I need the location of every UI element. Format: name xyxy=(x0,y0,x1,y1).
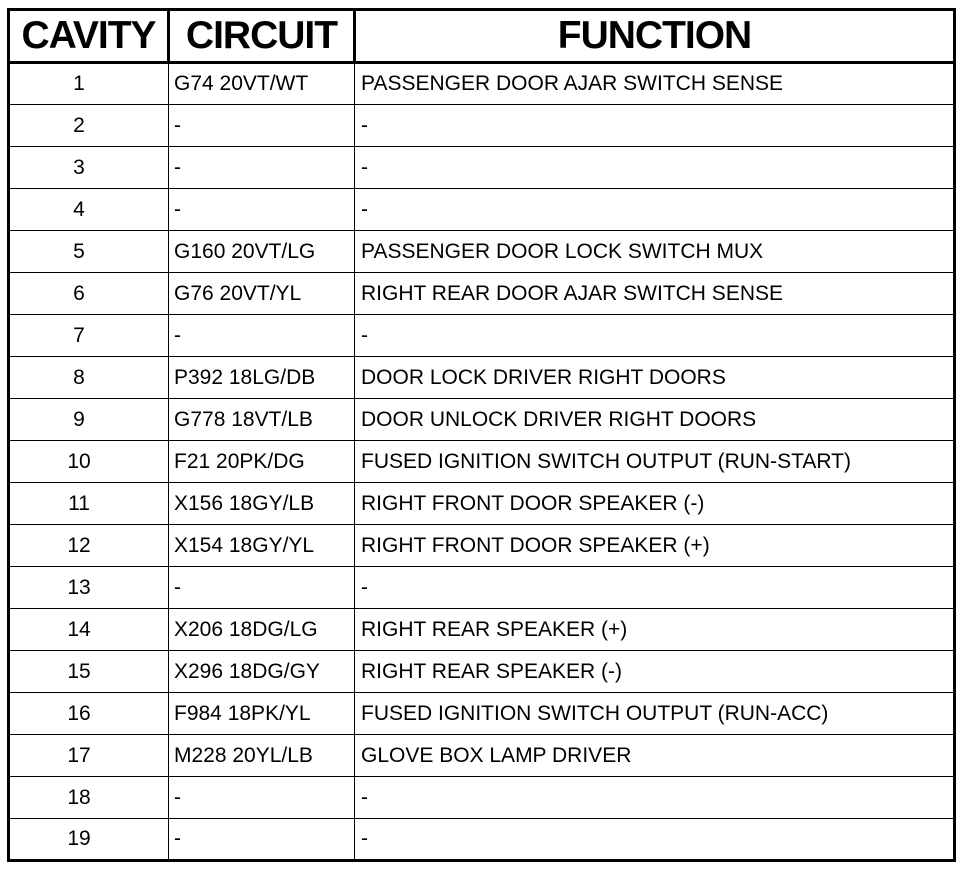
circuit-cell: - xyxy=(169,105,355,147)
header-row xyxy=(9,10,955,63)
circuit-cell: P392 18LG/DB xyxy=(169,357,355,399)
cavity-cell: 16 xyxy=(9,693,169,735)
table-row xyxy=(9,189,955,231)
cavity-cell: 17 xyxy=(9,735,169,777)
header-cavity: CAVITY xyxy=(9,10,169,63)
cavity-cell: 18 xyxy=(9,777,169,819)
function-cell: RIGHT FRONT DOOR SPEAKER (+) xyxy=(355,525,955,567)
function-cell: GLOVE BOX LAMP DRIVER xyxy=(355,735,955,777)
cavity-cell: 13 xyxy=(9,567,169,609)
cavity-cell: 3 xyxy=(9,147,169,189)
function-cell: - xyxy=(355,819,955,861)
function-cell: - xyxy=(355,777,955,819)
table-row xyxy=(9,63,955,105)
table-row xyxy=(9,273,955,315)
function-cell: - xyxy=(355,105,955,147)
cavity-cell: 5 xyxy=(9,231,169,273)
function-cell: RIGHT REAR SPEAKER (+) xyxy=(355,609,955,651)
cavity-cell: 7 xyxy=(9,315,169,357)
function-cell: RIGHT FRONT DOOR SPEAKER (-) xyxy=(355,483,955,525)
table-row xyxy=(9,315,955,357)
circuit-cell: - xyxy=(169,147,355,189)
cavity-cell: 11 xyxy=(9,483,169,525)
circuit-cell: - xyxy=(169,777,355,819)
cavity-cell: 9 xyxy=(9,399,169,441)
circuit-cell: M228 20YL/LB xyxy=(169,735,355,777)
table-row xyxy=(9,609,955,651)
function-cell: - xyxy=(355,189,955,231)
connector-pinout-table xyxy=(7,8,956,862)
circuit-cell: G76 20VT/YL xyxy=(169,273,355,315)
cavity-cell: 4 xyxy=(9,189,169,231)
table-row xyxy=(9,525,955,567)
circuit-cell: X154 18GY/YL xyxy=(169,525,355,567)
circuit-cell: G74 20VT/WT xyxy=(169,63,355,105)
table-row xyxy=(9,567,955,609)
function-cell: FUSED IGNITION SWITCH OUTPUT (RUN-START) xyxy=(355,441,955,483)
table-row xyxy=(9,735,955,777)
table-row xyxy=(9,693,955,735)
table-body xyxy=(9,63,955,861)
circuit-cell: - xyxy=(169,819,355,861)
circuit-cell: - xyxy=(169,315,355,357)
cavity-cell: 10 xyxy=(9,441,169,483)
cavity-cell: 14 xyxy=(9,609,169,651)
table-row xyxy=(9,105,955,147)
cavity-cell: 19 xyxy=(9,819,169,861)
function-cell: PASSENGER DOOR LOCK SWITCH MUX xyxy=(355,231,955,273)
table-row xyxy=(9,483,955,525)
function-cell: - xyxy=(355,567,955,609)
table-row xyxy=(9,147,955,189)
circuit-cell: F21 20PK/DG xyxy=(169,441,355,483)
function-cell: DOOR UNLOCK DRIVER RIGHT DOORS xyxy=(355,399,955,441)
table-row xyxy=(9,231,955,273)
function-cell: - xyxy=(355,147,955,189)
table-row xyxy=(9,357,955,399)
circuit-cell: G160 20VT/LG xyxy=(169,231,355,273)
table-row xyxy=(9,819,955,861)
header-circuit: CIRCUIT xyxy=(169,10,355,63)
table-row xyxy=(9,399,955,441)
circuit-cell: - xyxy=(169,189,355,231)
function-cell: RIGHT REAR SPEAKER (-) xyxy=(355,651,955,693)
cavity-cell: 2 xyxy=(9,105,169,147)
circuit-cell: X296 18DG/GY xyxy=(169,651,355,693)
table-row xyxy=(9,651,955,693)
circuit-cell: X156 18GY/LB xyxy=(169,483,355,525)
table-row xyxy=(9,777,955,819)
function-cell: - xyxy=(355,315,955,357)
cavity-cell: 6 xyxy=(9,273,169,315)
cavity-cell: 12 xyxy=(9,525,169,567)
cavity-cell: 8 xyxy=(9,357,169,399)
function-cell: PASSENGER DOOR AJAR SWITCH SENSE xyxy=(355,63,955,105)
cavity-cell: 15 xyxy=(9,651,169,693)
function-cell: FUSED IGNITION SWITCH OUTPUT (RUN-ACC) xyxy=(355,693,955,735)
header-function: FUNCTION xyxy=(355,10,955,63)
circuit-cell: - xyxy=(169,567,355,609)
circuit-cell: F984 18PK/YL xyxy=(169,693,355,735)
cavity-cell: 1 xyxy=(9,63,169,105)
circuit-cell: X206 18DG/LG xyxy=(169,609,355,651)
function-cell: DOOR LOCK DRIVER RIGHT DOORS xyxy=(355,357,955,399)
circuit-cell: G778 18VT/LB xyxy=(169,399,355,441)
table-row xyxy=(9,441,955,483)
function-cell: RIGHT REAR DOOR AJAR SWITCH SENSE xyxy=(355,273,955,315)
